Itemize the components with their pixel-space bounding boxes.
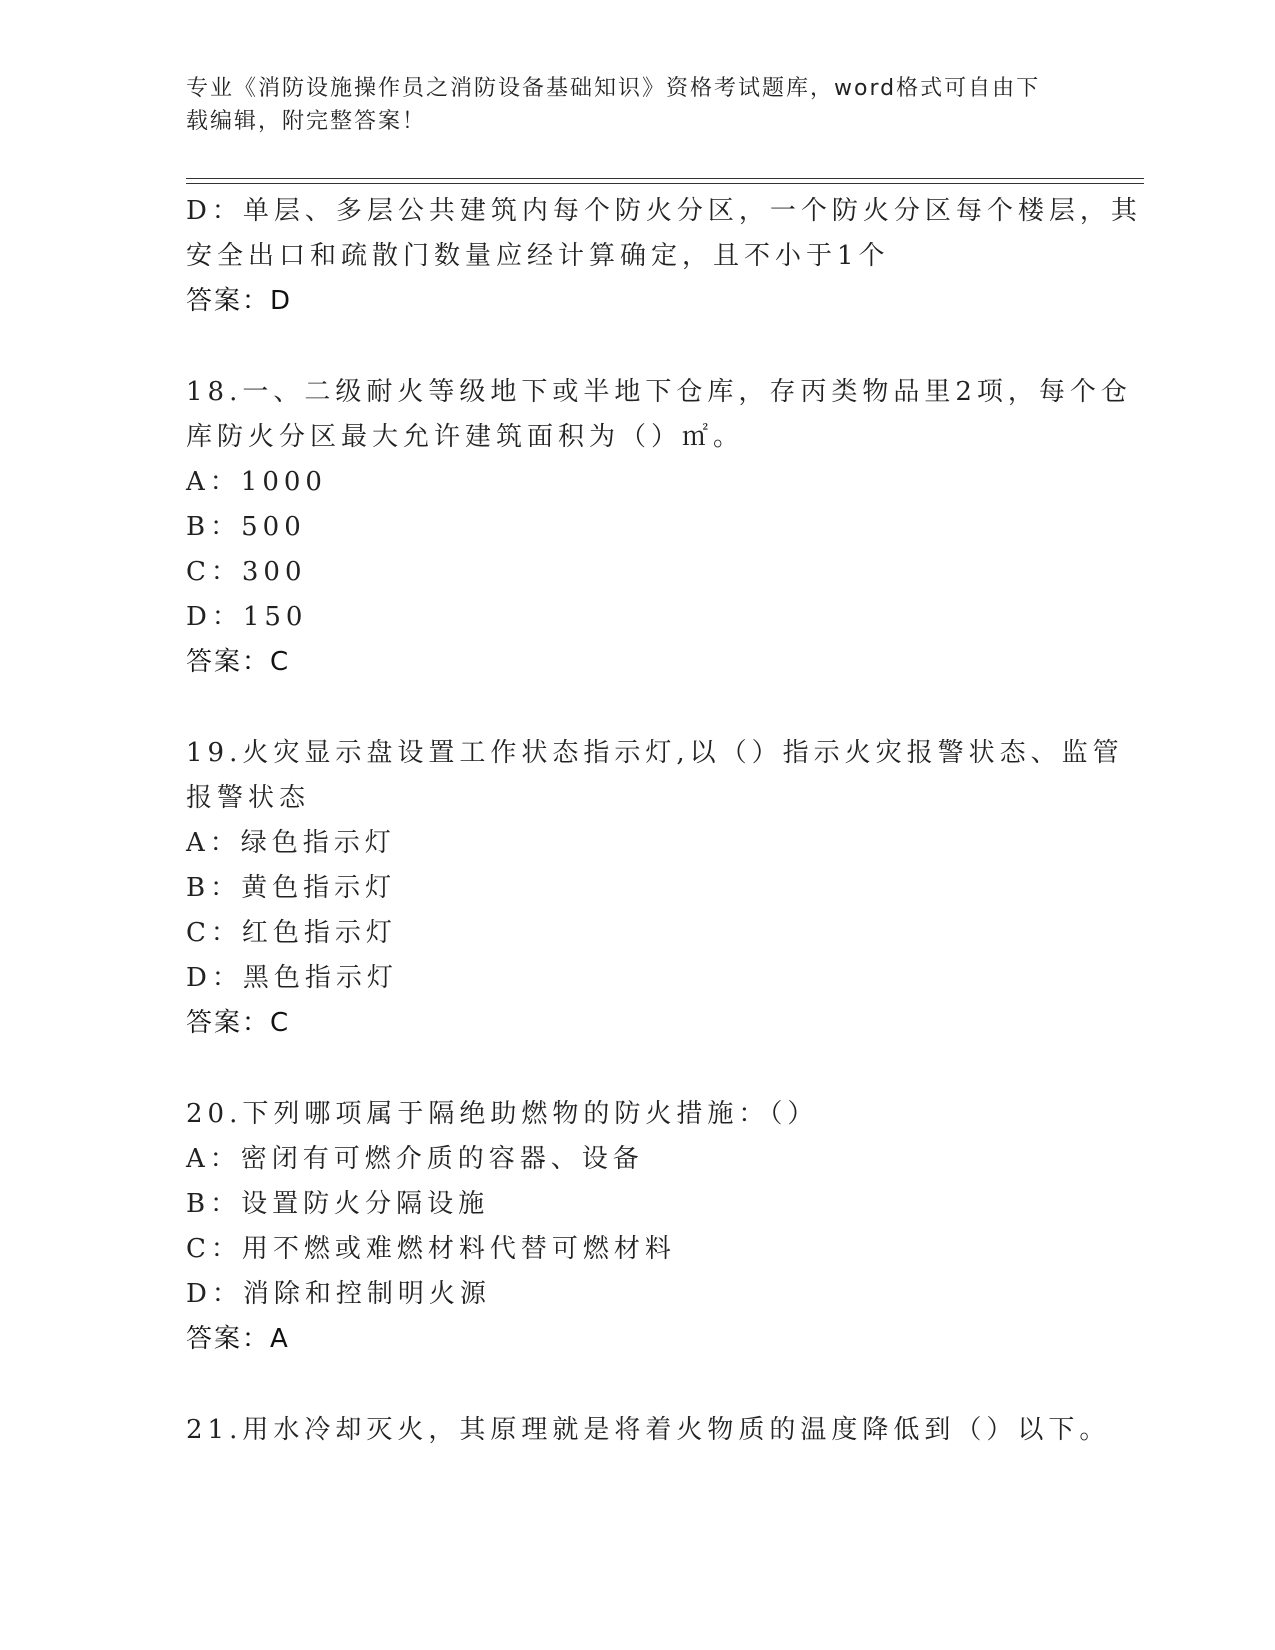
option-a: A：绿色指示灯 [186,828,396,858]
answer-label: 答案：D [186,286,293,316]
question-19 [186,731,1124,1046]
question-17-continuation [186,189,1142,324]
question-stem: 20.下列哪项属于隔绝助燃物的防火措施：（） [186,1099,819,1129]
question-stem-continued: 报警状态 [186,783,311,813]
option-c: C：300 [186,557,307,587]
option-b: B：设置防火分隔设施 [186,1189,490,1219]
question-21 [186,1408,1111,1453]
header-divider-bottom [186,183,1144,184]
option-c: C：红色指示灯 [186,918,397,948]
header-divider-top [186,178,1144,179]
document-header [186,72,1066,138]
option-d: D：单层、多层公共建筑内每个防火分区，一个防火分区每个楼层，其 [186,196,1142,226]
option-a: A：1000 [186,467,327,497]
option-d-continued: 安全出口和疏散门数量应经计算确定，且不小于1个 [186,241,890,271]
answer-label: 答案：C [186,1008,291,1038]
question-20 [186,1092,1086,1362]
question-18 [186,370,1132,685]
question-list [186,189,1142,1453]
option-b: B：500 [186,512,306,542]
option-b: B：黄色指示灯 [186,873,397,903]
question-stem: 21.用水冷却灭火，其原理就是将着火物质的温度降低到（）以下。 [186,1415,1111,1445]
answer-label: 答案：C [186,647,291,677]
question-stem: 19.火灾显示盘设置工作状态指示灯,以（）指示火灾报警状态、监管 [186,738,1124,768]
option-d: D：消除和控制明火源 [186,1279,491,1309]
question-stem: 18.一、二级耐火等级地下或半地下仓库，存丙类物品里2项，每个仓 [186,377,1132,407]
header-line-2: 载编辑，附完整答案！ [186,109,427,134]
answer-label: 答案：A [186,1324,290,1354]
option-c: C：用不燃或难燃材料代替可燃材料 [186,1234,676,1264]
question-stem-continued: 库防火分区最大允许建筑面积为（）㎡。 [186,422,745,452]
option-d: D：150 [186,602,308,632]
header-line-1: 专业《消防设施操作员之消防设备基础知识》资格考试题库，word格式可自由下 [186,76,1041,101]
option-a: A：密闭有可燃介质的容器、设备 [186,1144,644,1174]
option-d: D：黑色指示灯 [186,963,398,993]
